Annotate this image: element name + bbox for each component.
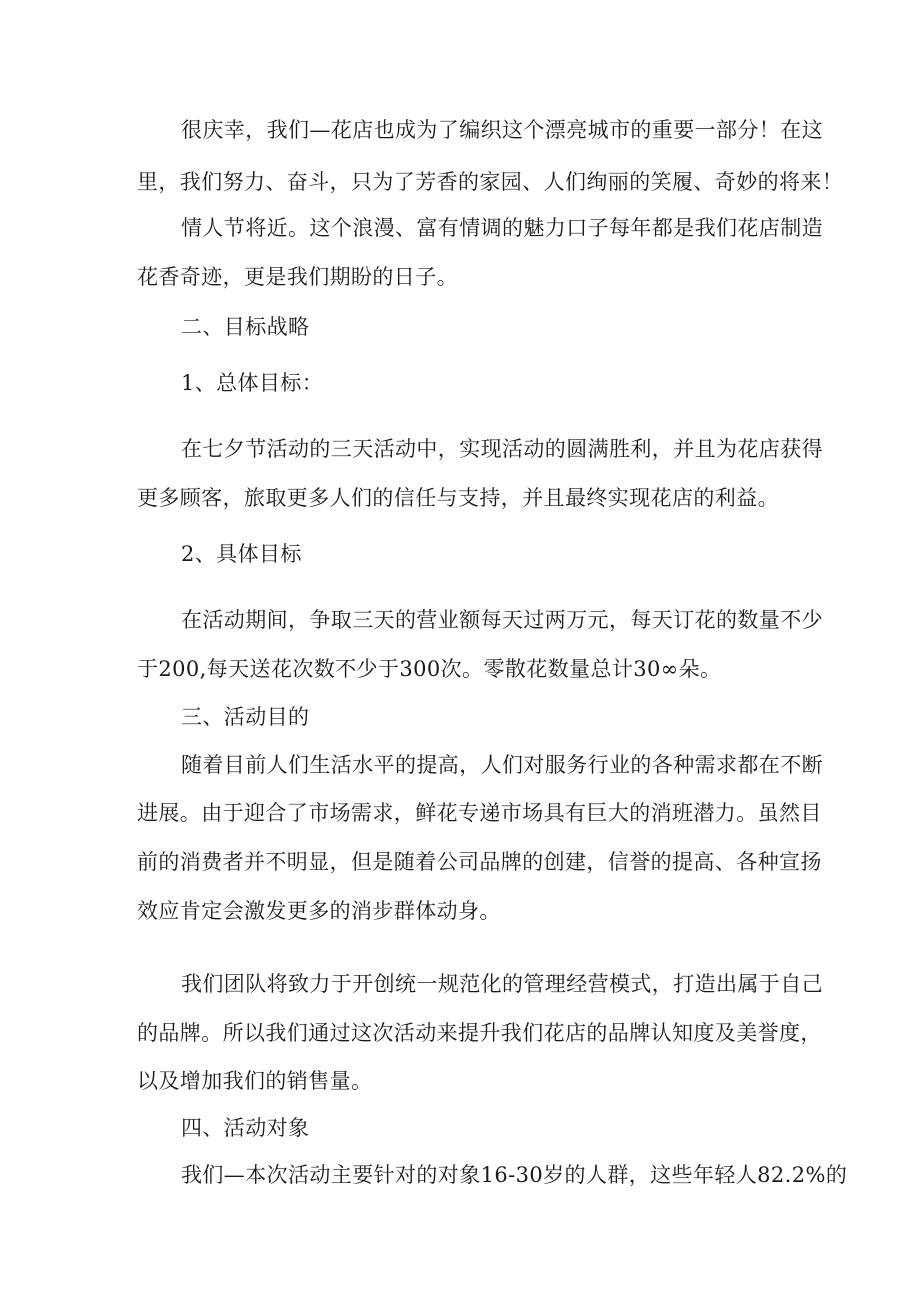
section-heading-strategy: 二、目标战略 <box>181 315 310 339</box>
paragraph-team-line-3: 以及增加我们的销售量。 <box>137 1069 373 1093</box>
paragraph-overall-goal-line-2: 更多顾客，旅取更多人们的信任与支持，并且最终实现花店的利益。 <box>137 486 779 510</box>
paragraph-audience-line-1: 我们—本次活动主要针对的对象16-30岁的人群，这些年轻人82.2%的 <box>181 1163 848 1187</box>
subheading-specific-goal: 2、具体目标 <box>181 542 302 566</box>
paragraph-purpose-line-3: 前的消费者并不明显，但是随着公司品牌的创建，信誉的提高、各种宣扬 <box>137 850 822 874</box>
paragraph-valentine-line-1: 情人节将近。这个浪漫、富有情调的魅力口子每年都是我们花店制造 <box>181 216 823 240</box>
paragraph-intro-line-1: 很庆幸，我们—花店也成为了编织这个漂亮城市的重要一部分！在这 <box>181 118 823 142</box>
paragraph-intro-line-2: 里，我们努力、奋斗，只为了芳香的家园、人们绚丽的笑履、奇妙的将来！ <box>137 170 844 194</box>
subheading-overall-goal: 1、总体目标： <box>181 371 324 395</box>
paragraph-team-line-1: 我们团队将致力于开创统一规范化的管理经营模式，打造出属于自己 <box>181 972 823 996</box>
paragraph-valentine-line-2: 花香奇迹，更是我们期盼的日子。 <box>137 265 458 289</box>
paragraph-purpose-line-2: 进展。由于迎合了市场需求，鲜花专递市场具有巨大的消班潜力。虽然目 <box>137 801 822 825</box>
paragraph-overall-goal-line-1: 在七夕节活动的三天活动中，实现活动的圆满胜利，并且为花店获得 <box>181 437 823 461</box>
section-heading-audience: 四、活动对象 <box>181 1116 310 1140</box>
section-heading-purpose: 三、活动目的 <box>181 705 310 729</box>
paragraph-team-line-2: 的品牌。所以我们通过这次活动来提升我们花店的品牌认知度及美誉度， <box>137 1021 822 1045</box>
paragraph-specific-goal-line-2: 于200,每天送花次数不少于300次。零散花数量总计30∞朵。 <box>137 657 722 681</box>
paragraph-purpose-line-1: 随着目前人们生活水平的提高，人们对服务行业的各种需求都在不断 <box>181 753 823 777</box>
paragraph-specific-goal-line-1: 在活动期间，争取三天的营业额每天过两万元，每天订花的数量不少 <box>181 608 823 632</box>
paragraph-purpose-line-4: 效应肯定会激发更多的消步群体动身。 <box>137 899 501 923</box>
